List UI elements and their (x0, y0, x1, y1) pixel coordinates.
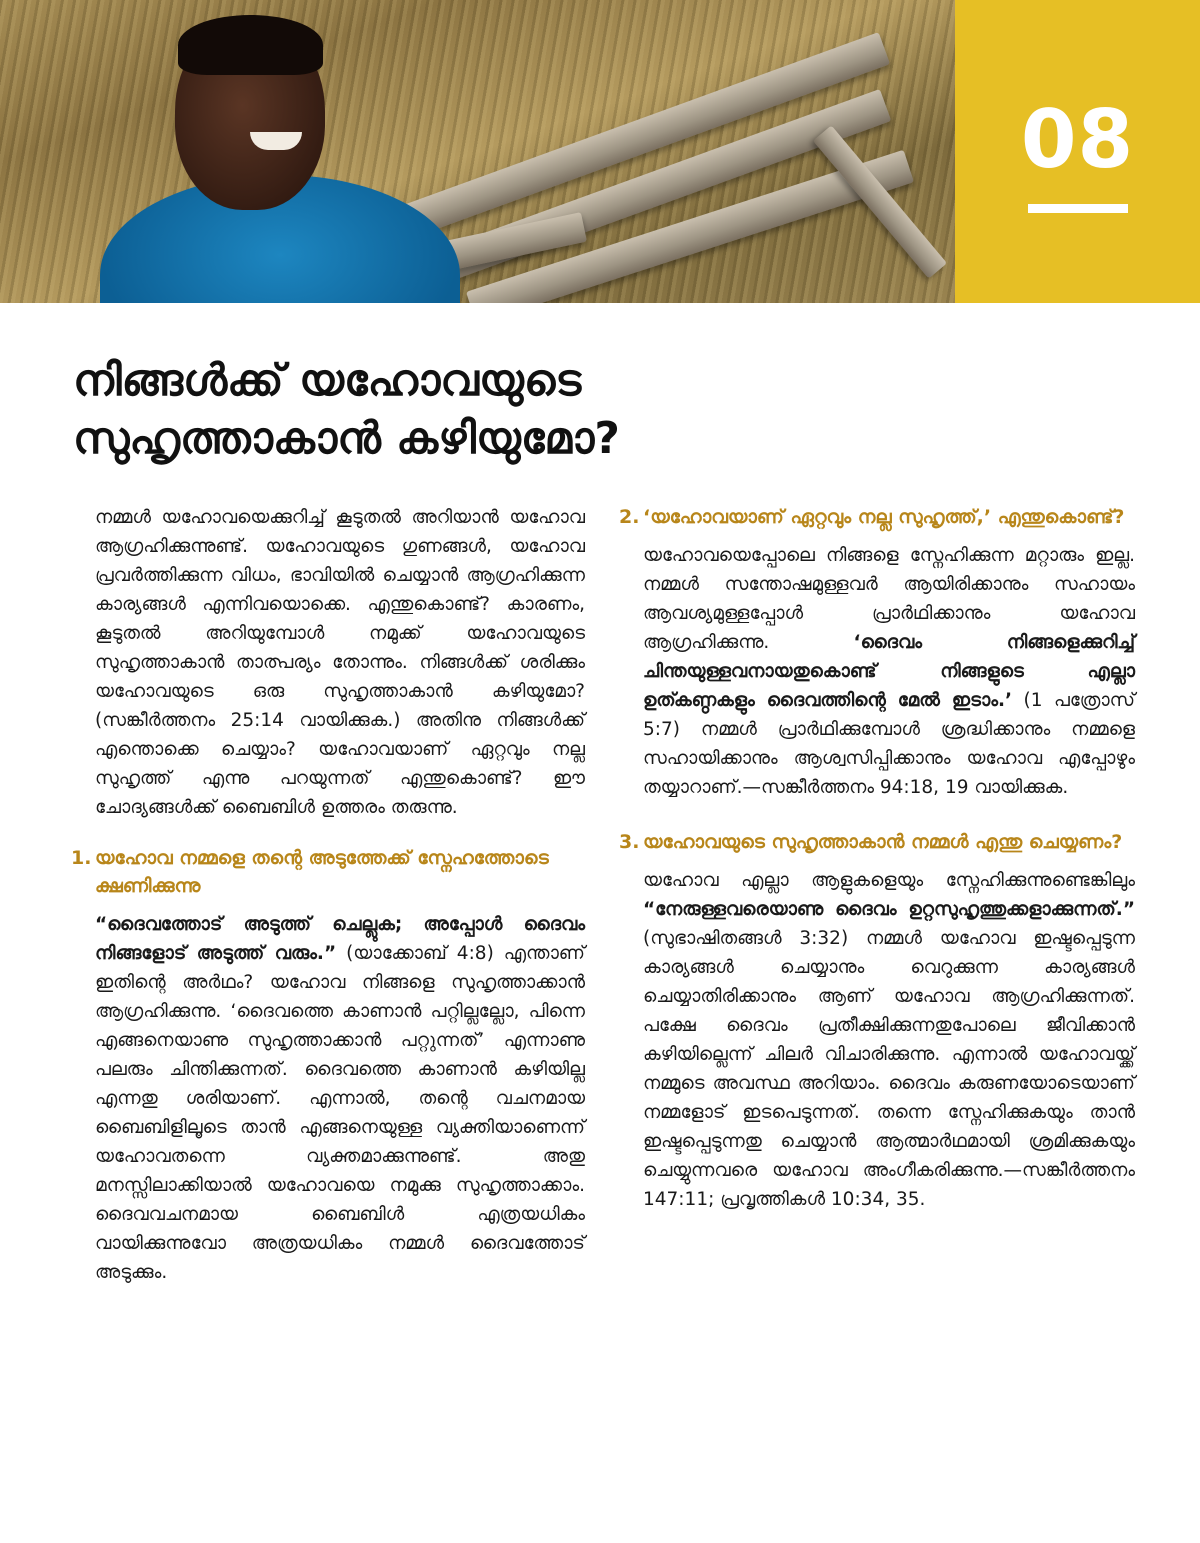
lesson-number-badge (955, 0, 1200, 303)
paragraph-text: (1 പത്രോസ് 5:7) നമ്മൾ പ്രാർഥിക്കുമ്പോൾ ശ്രദ്ധിക്കാനും നമ്മളെ സഹായിക്കാനും ആശ്വസിപ്പിക്കാനും യഹോവ എപ്പോഴും തയ്യാറാണ്.—സങ്കീർത്തനം 94:18, 19 വായിക്കുക. (643, 690, 1135, 798)
section-heading-text: യഹോവയുടെ സുഹൃത്താകാൻ നമ്മൾ എന്തു ചെയ്യണം? (643, 831, 1123, 853)
section-paragraph (643, 541, 1135, 802)
section-number: 2. (619, 506, 640, 528)
paragraph-text: (സുഭാഷിതങ്ങൾ 3:32) നമ്മൾ യഹോവ ഇഷ്ടപ്പെടുന്ന കാര്യങ്ങൾ ചെയ്യാനും വെറുക്കുന്ന കാര്യങ്ങൾ ചെയ്യാതിരിക്കാനും ആണ് യഹോവ ആഗ്രഹിക്കുന്നത്. പക്ഷേ ദൈവം പ്രതീക്ഷിക്കുന്നതുപോലെ ജീവിക്കാൻ കഴിയില്ലെന്ന് ചിലർ വിചാരിക്കുന്നു. എന്നാൽ യഹോവയ്ക്ക് നമ്മുടെ അവസ്ഥ അറിയാം. ദൈവം കരുണയോടെയാണ് നമ്മളോട് ഇടപെടുന്നത്. തന്നെ സ്നേഹിക്കുകയും താൻ ഇഷ്ടപ്പെടുന്നതു ചെയ്യാൻ ആത്മാർഥമായി ശ്രമിക്കുകയും ചെയ്യുന്നവരെ യഹോവ അംഗീകരിക്കുന്നു.—സങ്കീർത്തനം 147:11; പ്രവൃത്തികൾ 10:34, 35. (643, 928, 1135, 1210)
page-title: നിങ്ങൾക്ക് യഹോവയുടെ സുഹൃത്താകാൻ കഴിയുമോ? (73, 355, 620, 464)
bold-quote: ‘ദൈവം നിങ്ങളെക്കുറിച്ച് ചിന്തയുള്ളവനായതുകൊണ്ട് നിങ്ങളുടെ എല്ലാ ഉത്കണ്ഠകളും ദൈവത്തിന്റെ മേൽ ഇടാം.’ (643, 632, 1135, 711)
person-hair (178, 15, 323, 75)
section-number: 1. (71, 847, 92, 869)
lesson-number: 08 (1020, 93, 1135, 186)
section-heading-text: യഹോവ നമ്മളെ തന്റെ അടുത്തേക്ക് സ്നേഹത്തോടെ ക്ഷണിക്കുന്നു (95, 847, 549, 897)
intro-paragraph: നമ്മൾ യഹോവയെക്കുറിച്ച് കൂടുതൽ അറിയാൻ യഹോവ ആഗ്രഹിക്കുന്നുണ്ട്. യഹോവയുടെ ഗുണങ്ങൾ, യഹോവ പ്രവർത്തിക്കുന്ന വിധം, ഭാവിയിൽ ചെയ്യാൻ ആഗ്രഹിക്കുന്ന കാര്യങ്ങൾ എന്നിവയൊക്കെ. എന്തുകൊണ്ട്? കാരണം, കൂടുതൽ അറിയുമ്പോൾ നമുക്ക് യഹോവയുടെ സുഹൃത്താകാൻ താത്പര്യം തോന്നും. നിങ്ങൾക്ക് ശരിക്കും യഹോവയുടെ ഒരു സുഹൃത്താകാൻ കഴിയുമോ? (സങ്കീർത്തനം 25:14 വായിക്കുക.) അതിനു നിങ്ങൾക്ക് എന്തൊക്കെ ചെയ്യാം? യഹോവയാണ് ഏറ്റവും നല്ല സുഹൃത്ത് എന്നു പറയുന്നത് എന്തുകൊണ്ട്? ഈ ചോദ്യങ്ങൾക്ക് ബൈബിൾ ഉത്തരം തരുന്നു. (95, 507, 585, 818)
header-photo (0, 0, 955, 303)
section-paragraph (95, 910, 585, 1287)
section-heading (71, 844, 585, 900)
paragraph-text: യഹോവ എല്ലാ ആളുകളെയും സ്നേഹിക്കുന്നുണ്ടെങ്കിലും (643, 870, 1135, 891)
section-heading (619, 503, 1135, 531)
bold-quote: “നേരുള്ളവരെയാണു ദൈവം ഉറ്റസുഹൃത്തുക്കളാക്കുന്നത്.” (643, 899, 1135, 920)
right-column (619, 503, 1135, 1214)
section-heading (619, 828, 1135, 856)
lesson-number-underline (1028, 204, 1128, 213)
paragraph-text: യഹോവയെപ്പോലെ നിങ്ങളെ സ്നേഹിക്കുന്ന മറ്റാരും ഇല്ല. നമ്മൾ സന്തോഷമുള്ളവർ ആയിരിക്കാനും സഹായം ആവശ്യമുള്ളപ്പോൾ പ്രാർഥിക്കാനും യഹോവ ആഗ്രഹിക്കുന്നു. (643, 545, 1135, 653)
section-paragraph (643, 866, 1135, 1214)
bold-quote: “ദൈവത്തോട് അടുത്ത് ചെല്ലുക; അപ്പോൾ ദൈവം നിങ്ങളോട് അടുത്ത് വരും.” (95, 914, 585, 964)
section-heading-text: ‘യഹോവയാണ് ഏറ്റവും നല്ല സുഹൃത്ത്,’ എന്തുകൊണ്ട്? (643, 506, 1125, 528)
section-number: 3. (619, 831, 640, 853)
paragraph-text: (യാക്കോബ് 4:8) എന്താണ് ഇതിന്റെ അർഥം? യഹോവ നിങ്ങളെ സുഹൃത്താക്കാൻ ആഗ്രഹിക്കുന്നു. ‘ദൈവത്തെ കാണാൻ പറ്റില്ലല്ലോ, പിന്നെ എങ്ങനെയാണു സുഹൃത്താക്കാൻ പറ്റുന്നത്’ എന്നാണു പലരും ചിന്തിക്കുന്നത്. ദൈവത്തെ കാണാൻ കഴിയില്ല എന്നതു ശരിയാണ്. എന്നാൽ, തന്റെ വചനമായ ബൈബിളിലൂടെ താൻ എങ്ങനെയുള്ള വ്യക്തിയാണെന്ന് യഹോവതന്നെ വ്യക്തമാക്കുന്നുണ്ട്. അതു മനസ്സിലാക്കിയാൽ യഹോവയെ നമുക്കു സുഹൃത്താക്കാം. ദൈവവചനമായ ബൈബിൾ എത്രയധികം വായിക്കുന്നുവോ അത്രയധികം നമ്മൾ ദൈവത്തോട് അടുക്കും. (95, 943, 585, 1283)
left-column (71, 503, 585, 1287)
